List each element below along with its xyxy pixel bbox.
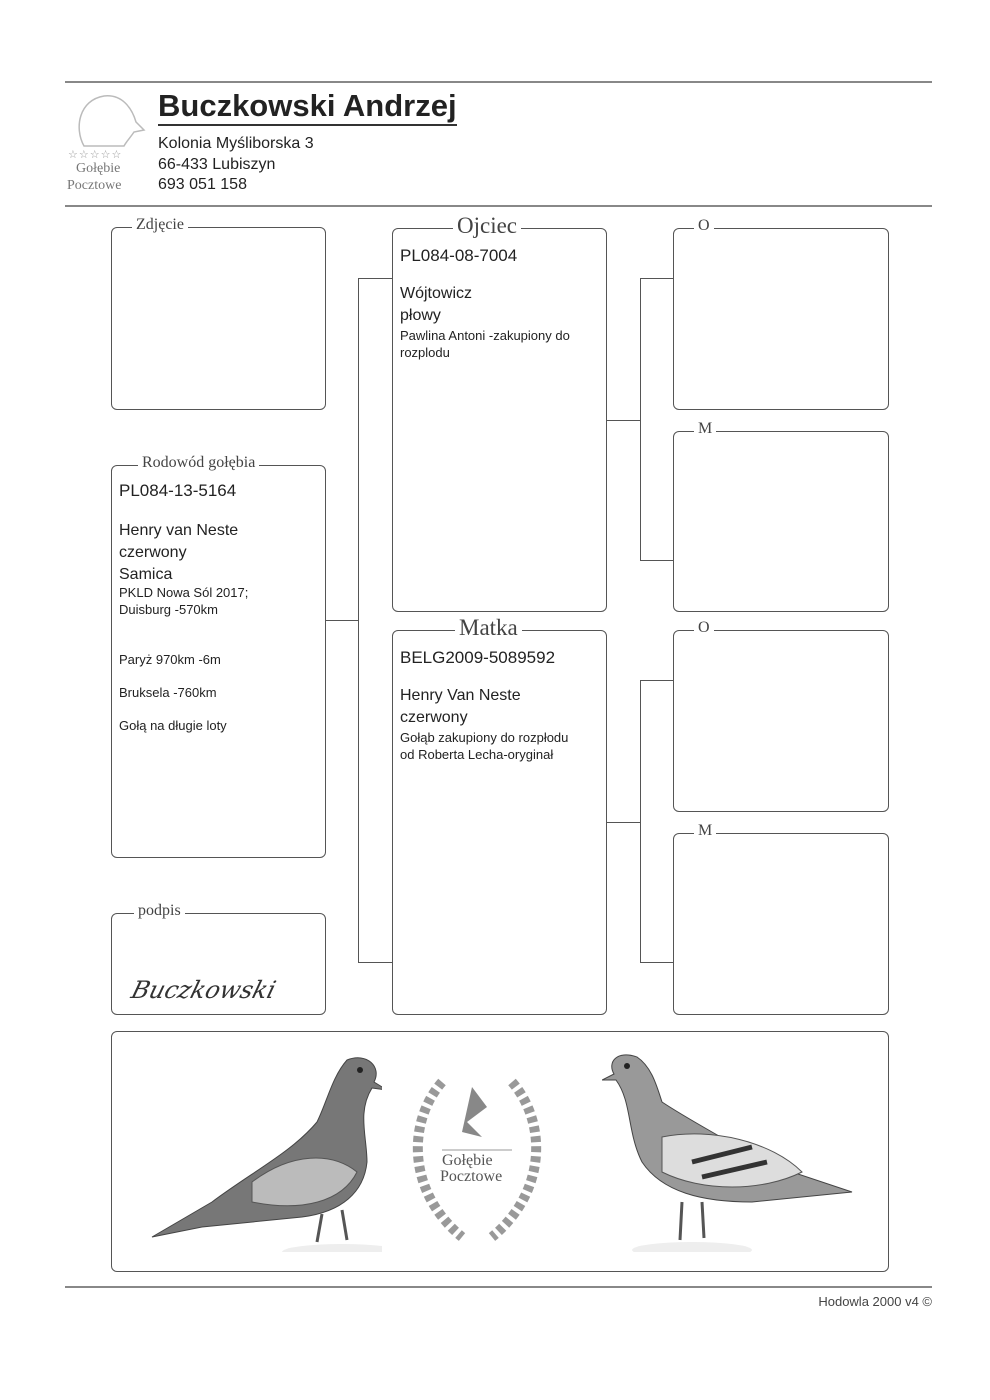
connector: [326, 620, 358, 621]
connector: [358, 278, 359, 962]
signature-box: [111, 902, 326, 1015]
connector: [358, 962, 392, 963]
address-line: 66-433 Lubiszyn: [158, 156, 276, 173]
father-label: Ojciec: [453, 213, 521, 239]
connector: [640, 560, 673, 561]
banner-logo-text: Gołębie: [442, 1152, 493, 1169]
photo-box: [111, 216, 326, 410]
logo-text: Pocztowe: [67, 178, 122, 193]
connector: [640, 278, 641, 560]
mother-box: [392, 615, 607, 1015]
bird-note: Duisburg -570km: [119, 601, 218, 617]
pigeon-head-icon: [64, 88, 150, 150]
logo-text: Gołębie: [76, 161, 121, 176]
divider: [65, 1286, 932, 1288]
bird-note: Paryż 970km -6m: [119, 651, 221, 667]
grandparent-label: M: [694, 822, 716, 840]
bird-note: Bruksela -760km: [119, 685, 217, 700]
banner-box: [111, 1031, 889, 1272]
pigeon-right-illustration: [602, 1042, 862, 1252]
grandparent-label: O: [694, 619, 714, 637]
grandmother-paternal-box: [673, 420, 889, 612]
grandfather-paternal-box: [673, 217, 889, 410]
mother-note: od Roberta Lecha-oryginał: [400, 746, 554, 762]
laurel-logo: [402, 1062, 552, 1252]
breeder-name: Buczkowski Andrzej: [158, 88, 457, 126]
father-note: Pawlina Antoni -zakupiony do: [400, 328, 570, 344]
divider: [65, 205, 932, 207]
connector: [640, 680, 673, 681]
footer-version: Hodowla 2000 v4 ©: [818, 1294, 932, 1309]
signature-label: podpis: [134, 902, 185, 920]
grandfather-maternal-box: [673, 619, 889, 812]
grandparent-label: O: [694, 217, 714, 235]
father-note: rozplodu: [400, 344, 450, 360]
stars-icon: ☆☆☆☆☆: [68, 149, 123, 161]
father-box: [392, 213, 607, 612]
mother-line: Henry Van Neste: [400, 687, 521, 705]
grandmother-maternal-box: [673, 822, 889, 1015]
photo-label: Zdjęcie: [132, 216, 188, 234]
bird-note: PKLD Nowa Sól 2017;: [119, 585, 249, 601]
father-color: płowy: [400, 307, 441, 325]
bird-sex: Samica: [119, 566, 173, 584]
bird-note: Gołą na długie loty: [119, 718, 227, 734]
connector: [640, 680, 641, 962]
signature: Buczkowski: [128, 976, 280, 1004]
mother-note: Gołąb zakupiony do rozpłodu: [400, 730, 569, 746]
divider: [65, 81, 932, 83]
address-line: Kolonia Myśliborska 3: [158, 135, 314, 152]
connector: [358, 278, 392, 279]
grandparent-label: M: [694, 420, 716, 438]
connector: [607, 822, 640, 823]
bird-line: Henry van Neste: [119, 522, 239, 540]
bird-label: Rodowód gołębia: [138, 454, 259, 472]
banner-logo-text: Pocztowe: [440, 1168, 503, 1185]
bird-color: czerwony: [119, 544, 187, 562]
connector: [607, 420, 640, 421]
ring-number: PL084-13-5164: [119, 481, 237, 500]
ring-number: PL084-08-7004: [400, 246, 518, 265]
bird-box: [111, 454, 326, 858]
phone: 693 051 158: [158, 176, 247, 193]
ring-number: BELG2009-5089592: [400, 648, 556, 667]
mother-color: czerwony: [400, 709, 468, 727]
father-line: Wójtowicz: [400, 285, 473, 303]
connector: [640, 278, 673, 279]
connector: [640, 962, 673, 963]
mother-label: Matka: [455, 615, 522, 641]
logo: [64, 88, 150, 198]
pigeon-left-illustration: [142, 1042, 382, 1252]
